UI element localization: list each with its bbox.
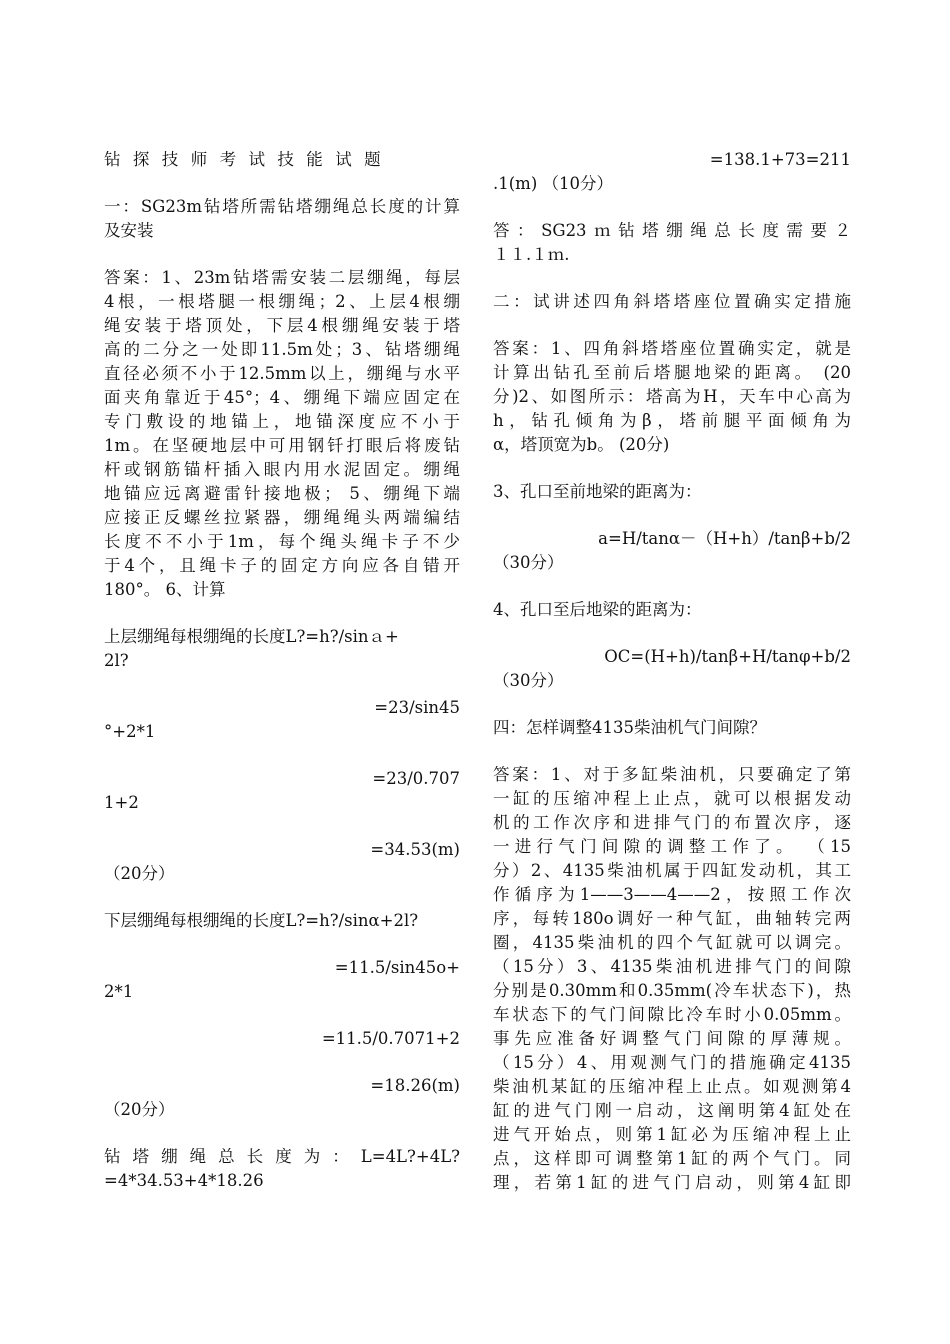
text-line: °+2*1 — [104, 722, 156, 741]
text-line: 进气开始点，则第1缸必为压缩冲程上止 — [493, 1125, 851, 1144]
text-line: 1m。在坚硬地层中可用钢钎打眼后将废钻 — [104, 436, 460, 455]
text-line: =11.5/sin45o+ — [334, 958, 460, 977]
text-line: 杆或钢筋锚杆插入眼内用水泥固定。绷绳 — [104, 460, 460, 479]
text-line: （15分）3、4135柴油机进排气门的间隙 — [493, 957, 851, 976]
text-line: 面夹角靠近于45°；4、绷绳下端应固定在 — [104, 388, 460, 407]
text-line: 钻探技师考试技能试题 — [104, 150, 393, 169]
text-line: 2l? — [104, 651, 129, 670]
text-line: （20分） — [104, 864, 175, 883]
text-line: 于4个，且绳卡子的固定方向应各自错开 — [104, 556, 460, 575]
text-line: h，钻孔倾角为β，塔前腿平面倾角为 — [493, 411, 851, 430]
text-line: 答案：1、23m钻塔需安装二层绷绳，每层 — [104, 268, 460, 287]
text-line: 1+2 — [104, 793, 139, 812]
text-line: .1(m) （10分） — [493, 174, 614, 193]
text-line: 4、孔口至后地梁的距离为： — [493, 600, 702, 619]
text-line: 事先应准备好调整气门间隙的厚薄规。 — [493, 1029, 851, 1048]
text-line: 一：SG23m钻塔所需钻塔绷绳总长度的计算 — [104, 197, 460, 216]
text-line: 分别是0.30mm和0.35mm(冷车状态下)，热 — [493, 981, 851, 1000]
text-line: 180°。 6、计算 — [104, 580, 226, 599]
text-line: 缸的进气门刚一启动，这阐明第4缸处在 — [493, 1101, 851, 1120]
text-line: 答：SG23ｍ钻塔绷绳总长度需要２ — [493, 221, 851, 240]
text-line: 车状态下的气门间隙比冷车时小0.05mm。 — [493, 1005, 851, 1024]
text-line: 3、孔口至前地梁的距离为： — [493, 482, 702, 501]
text-line: 二：试讲述四角斜塔塔座位置确实定措施 — [493, 292, 851, 311]
text-line: α，塔顶宽为b。 (20分) — [493, 435, 670, 454]
text-line: 长度不不小于1m，每个绳头绳卡子不少 — [104, 532, 460, 551]
text-line: =11.5/0.7071+2 — [321, 1029, 460, 1048]
text-line: 上层绷绳每根绷绳的长度L?=h?/sinａ+ — [104, 627, 399, 646]
text-line: 机的工作次序和进排气门的布置次序，逐 — [493, 813, 851, 832]
text-line: =4*34.53+4*18.26 — [104, 1171, 264, 1190]
text-line: 理，若第1缸的进气门启动，则第4缸即 — [493, 1173, 851, 1192]
text-line: 及安装 — [104, 221, 154, 240]
text-line: 应接正反螺丝拉紧器，绷绳绳头两端编结 — [104, 508, 460, 527]
text-line: OC=(H+h)/tanβ+H/tanφ+b/2 — [604, 647, 851, 666]
text-line: =138.1+73=211 — [709, 150, 851, 169]
text-line: 作循序为1——3——4——2，按照工作次 — [493, 885, 851, 904]
text-line: 4根，一根塔腿一根绷绳；2、上层4根绷 — [104, 292, 460, 311]
text-line: 答案：1、对于多缸柴油机，只要确定了第 — [493, 765, 851, 784]
text-line: （20分） — [104, 1100, 175, 1119]
text-line: =23/0.707 — [372, 769, 460, 788]
text-line: 高的二分之一处即11.5m处；3、钻塔绷绳 — [104, 340, 460, 359]
text-line: =18.26(m) — [370, 1076, 460, 1095]
text-line: （15分）4、用观测气门的措施确定4135 — [493, 1053, 851, 1072]
text-line: 计算出钻孔至前后塔腿地梁的距离。 (20 — [493, 363, 851, 382]
text-line: 柴油机某缸的压缩冲程上止点。如观测第4 — [493, 1077, 851, 1096]
text-line: 答案：1、四角斜塔塔座位置确实定，就是 — [493, 339, 851, 358]
text-line: 序，每转180o调好一种气缸，曲轴转完两 — [493, 909, 851, 928]
text-line: 分）2、4135柴油机属于四缸发动机，其工 — [493, 861, 851, 880]
text-line: 圈，4135柴油机的四个气缸就可以调完。 — [493, 933, 851, 952]
text-line: 2*1 — [104, 982, 134, 1001]
text-line: 钻塔绷绳总长度为：L=4L?+4L? — [104, 1147, 460, 1166]
text-line: a=H/tanα－（H+h）/tanβ+b/2 — [598, 529, 851, 548]
text-line: 专门敷设的地锚上，地锚深度应不小于 — [104, 412, 460, 431]
text-line: （30分） — [493, 671, 564, 690]
text-line: １１.１ｍ. — [493, 245, 570, 264]
text-line: 下层绷绳每根绷绳的长度L?=h?/sinα+2l? — [104, 911, 419, 930]
text-line: 一缸的压缩冲程上止点，就可以根据发动 — [493, 789, 851, 808]
text-line: 分)2、如图所示：塔高为H，天车中心高为 — [493, 387, 851, 406]
text-line: =34.53(m) — [370, 840, 460, 859]
text-line: 四：怎样调整4135柴油机气门间隙？ — [493, 718, 766, 737]
text-line: 直径必须不小于12.5mm以上，绷绳与水平 — [104, 364, 460, 383]
text-line: 一进行气门间隙的调整工作了。 （15 — [493, 837, 851, 856]
text-line: =23/sin45 — [374, 698, 460, 717]
text-line: （30分） — [493, 553, 564, 572]
text-line: 绳安装于塔顶处，下层4根绷绳安装于塔 — [104, 316, 460, 335]
text-line: 地锚应远离避雷针接地极； 5、绷绳下端 — [104, 484, 460, 503]
text-line: 点，这样即可调整第1缸的两个气门。同 — [493, 1149, 851, 1168]
